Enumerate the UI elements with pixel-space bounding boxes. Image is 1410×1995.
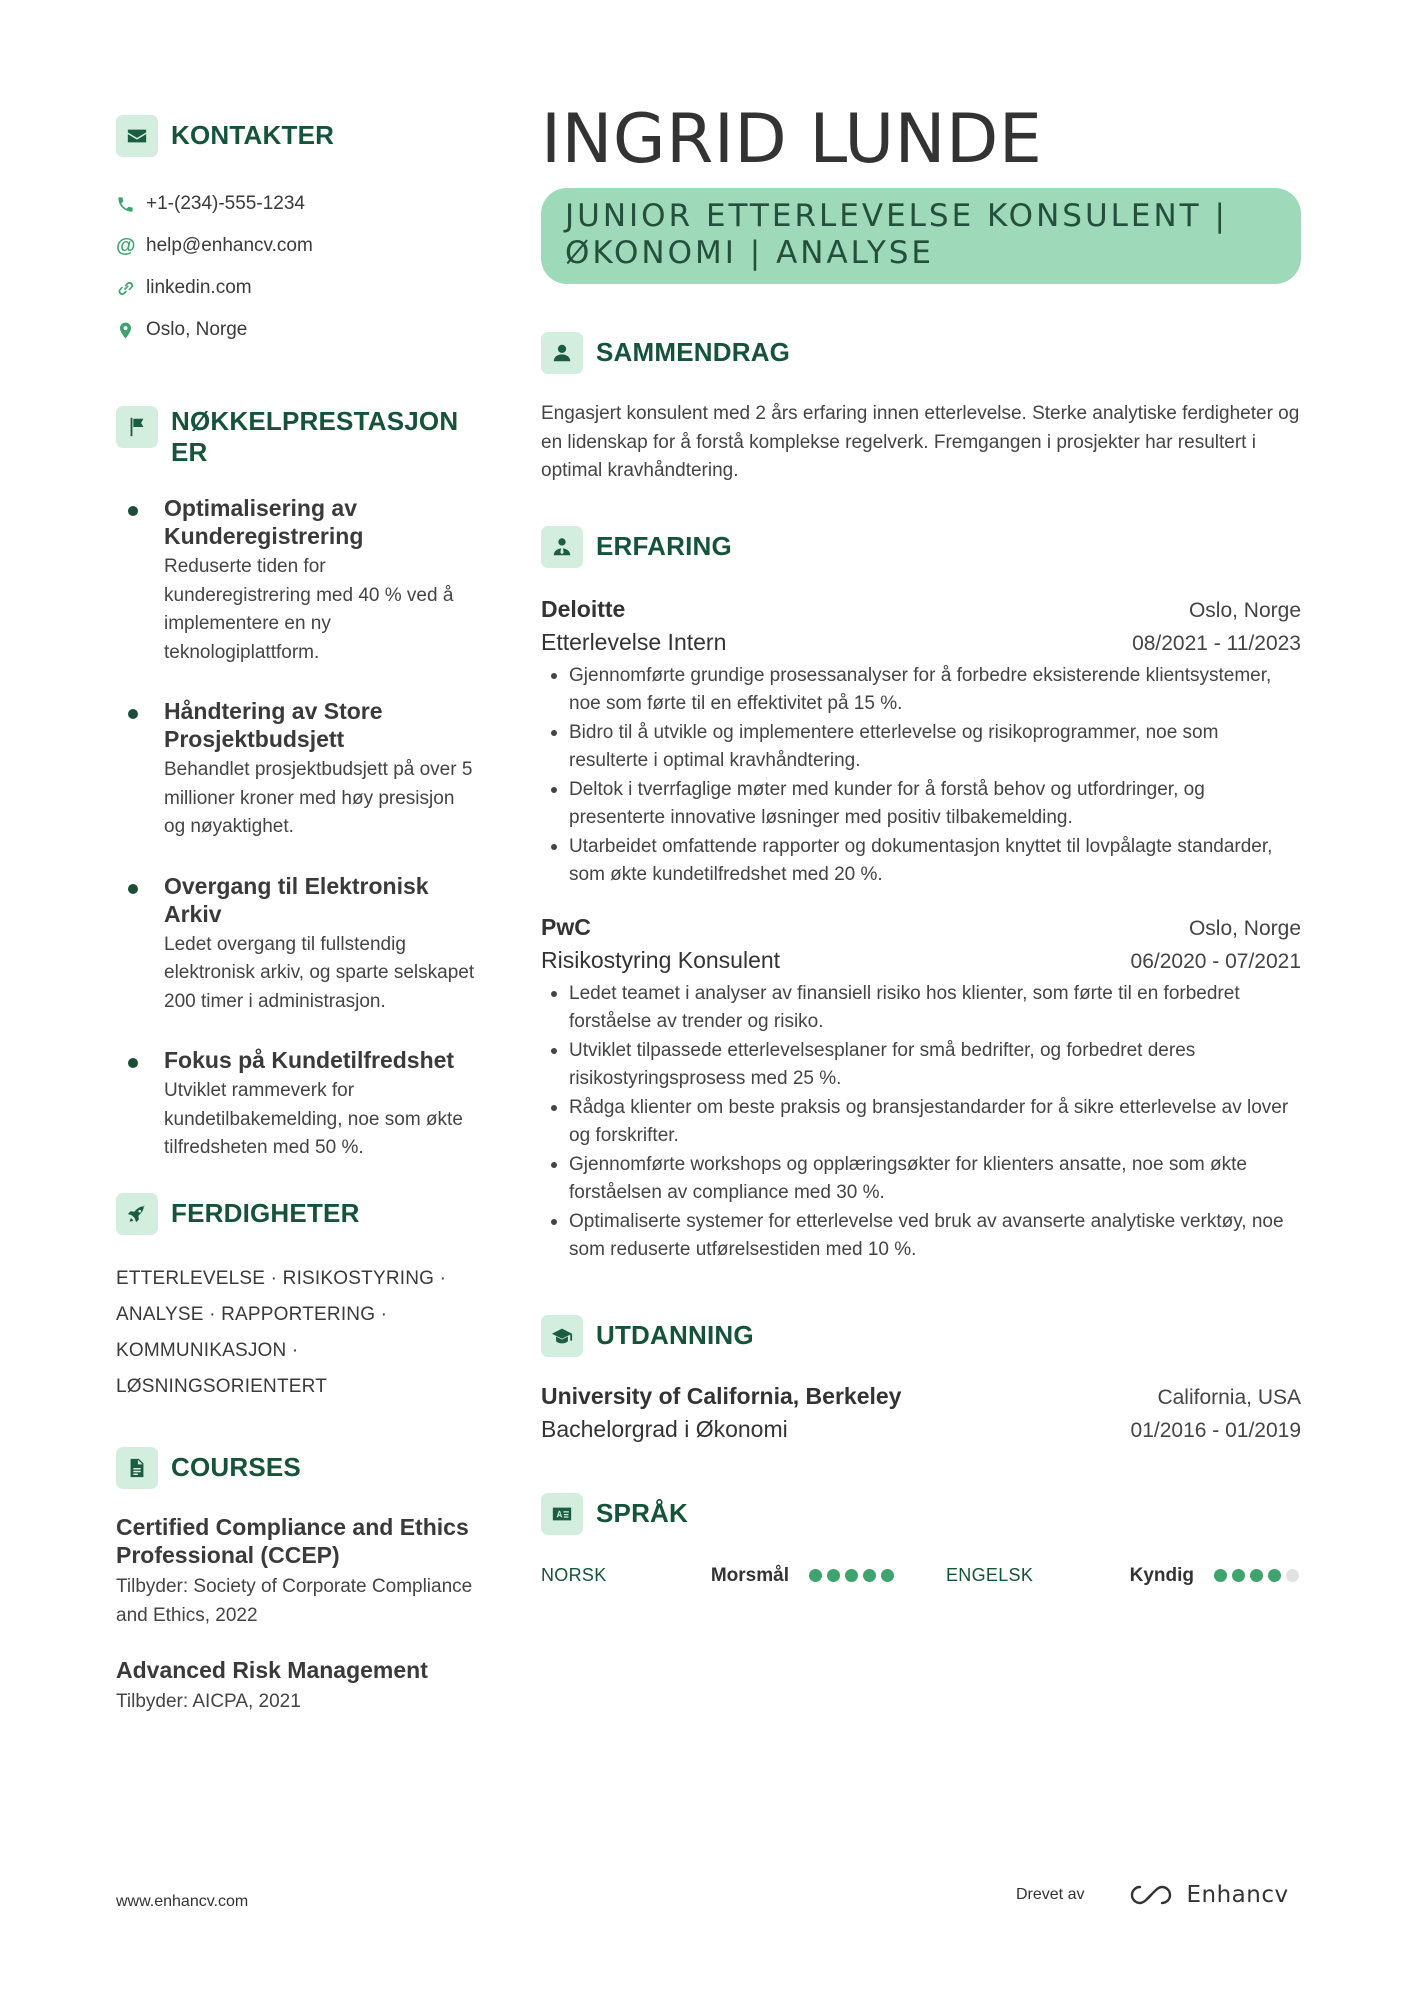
contacts-title: KONTAKTER [171,120,335,150]
degree-name: Bachelorgrad i Økonomi [541,1415,788,1442]
achievement-description: Behandlet prosjektbudsjett på over 5 millioner kroner med høy presisjon og nøyaktighet. [164,759,473,837]
skills-section [116,1193,476,1405]
left-column [116,115,476,1716]
language-item [541,1565,896,1587]
footer-website[interactable]: www.enhancv.com [116,1893,249,1910]
achievement-title: Optimalisering av Kunderegistrering [164,495,364,549]
company-name: Deloitte [541,595,626,622]
rating-dot-empty [1286,1569,1299,1582]
skills-title: FERDIGHETER [171,1197,360,1228]
experience-section [541,526,1301,1265]
brand-name: Enhancv [1186,1882,1289,1908]
rating-dot-filled [1214,1569,1227,1582]
language-level: Kyndig [1129,1564,1194,1586]
rating-dot-filled [1268,1569,1281,1582]
brand-logo[interactable] [1128,1882,1288,1908]
document-icon [116,1447,158,1489]
list-item: Optimaliserte systemer for etterlevelse ved bruk av avanserte analytiske verktøy, noe som reduserte utførelsestiden med 10 %. [541,1208,1301,1265]
rating-dot-filled [845,1569,858,1582]
achievements-section [116,401,476,1163]
job-header-row [541,596,1301,623]
list-item [116,1656,476,1716]
education-title: UTDANNING [596,1319,754,1350]
company-name: PwC [541,913,591,940]
list-item: Gjennomførte grundige prosessanalyser for å forbedre eksisterende klientsystemer, noe som førte til en effektivitet på 15 %. [541,662,1301,719]
school-location: California, USA [1157,1385,1301,1409]
languages-title: SPRÅK [596,1497,689,1528]
education-entry [541,1383,1301,1443]
summary-title: SAMMENDRAG [596,337,791,367]
list-item [116,494,476,667]
achievement-title: Håndtering av Store Prosjektbudsjett [164,698,383,752]
education-degree-row [541,1416,1301,1443]
experience-title: ERFARING [596,530,732,561]
rating-dot-filled [1250,1569,1263,1582]
skills-text: ETTERLEVELSE · RISIKOSTYRING · ANALYSE · RAPPORTERING · KOMMUNIKASJON · LØSNINGSORIENTERT [116,1267,447,1397]
course-provider: Tilbyder: Society of Corporate Compliance and Ethics, 2022 [116,1575,473,1626]
translate-icon [541,1493,583,1535]
contact-email-text[interactable]: help@enhancv.com [146,235,313,256]
enhancv-logo-icon [1128,1883,1174,1907]
contact-phone-text[interactable]: +1-(234)-555-1234 [146,193,305,214]
list-item [116,1046,476,1163]
contact-linkedin-text[interactable]: linkedin.com [146,277,252,298]
summary-section [541,332,1301,486]
rating-dot-filled [863,1569,876,1582]
at-icon: @ [116,234,136,257]
course-title: Advanced Risk Management [116,1656,428,1683]
contact-email [116,225,476,267]
contacts-header [116,115,476,157]
powered-by-label: Drevet av [1016,1886,1085,1903]
job-dates: 08/2021 - 11/2023 [1132,631,1301,655]
course-title: Certified Compliance and Ethics Professional (CCEP) [116,1513,469,1568]
achievement-description: Ledet overgang til fullstendig elektronisk arkiv, og sparte selskapet 200 timer i administrasjon. [164,933,475,1012]
job-entry [541,596,1301,890]
rating-dot-filled [881,1569,894,1582]
courses-title: COURSES [171,1451,301,1482]
achievements-header [116,401,476,468]
summary-text: Engasjert konsulent med 2 års erfaring innen etterlevelse. Sterke analytiske ferdigheter og en lidenskap for å forstå komplekse regelverk. Fremgangen i prosjekter har resultert i optimal kravhåndtering. [541,403,1300,481]
language-rating [809,1569,894,1582]
language-list [541,1565,1301,1587]
languages-section [541,1493,1301,1587]
education-dates: 01/2016 - 01/2019 [1130,1418,1301,1442]
languages-header [541,1493,1301,1535]
language-rating [1214,1569,1299,1582]
list-item: Bidro til å utvikle og implementere etterlevelse og risikoprogrammer, noe som resulterte i optimal kravhåndtering. [541,719,1301,776]
education-header [541,1315,1301,1357]
job-location: Oslo, Norge [1188,598,1301,622]
skills-header [116,1193,476,1235]
graduation-cap-icon [541,1315,583,1357]
candidate-name: INGRID LUNDE [541,100,1043,179]
rocket-icon [116,1193,158,1235]
envelope-icon [116,115,158,157]
list-item [116,1513,476,1630]
briefcase-person-icon [541,526,583,568]
person-icon [541,332,583,374]
list-item [116,697,476,842]
list-item [116,872,476,1017]
job-title: Etterlevelse Intern [541,628,727,655]
achievement-list [116,494,476,1163]
right-column [541,100,1301,1587]
courses-section [116,1447,476,1716]
education-school-row [541,1383,1301,1410]
achievement-title: Fokus på Kundetilfredshet [164,1047,455,1073]
job-bullets [541,980,1301,1265]
phone-icon [116,195,146,214]
job-dates: 06/2020 - 07/2021 [1130,949,1301,973]
footer-branding [1016,1882,1289,1908]
achievements-title: NØKKELPRESTASJON ER [171,406,459,467]
list-item: Deltok i tverrfaglige møter med kunder for å forstå behov og utfordringer, og presenterte innovative løsninger med positiv tilbakemelding. [541,776,1301,833]
contact-list [116,183,476,351]
job-title-row [541,941,1301,974]
list-item: Utviklet tilpassede etterlevelsesplaner for små bedrifter, og forbedret deres risikostyringsprosess med 25 %. [541,1037,1301,1094]
list-item: Ledet teamet i analyser av finansiell risiko hos klienter, som førte til en forbedret forståelse av trender og risiko. [541,980,1301,1037]
job-bullets [541,662,1301,890]
rating-dot-filled [809,1569,822,1582]
location-pin-icon [116,321,146,340]
contact-location [116,309,476,351]
job-header-row [541,914,1301,941]
flag-icon [116,406,158,448]
list-item: Utarbeidet omfattende rapporter og dokumentasjon knyttet til lovpålagte standarder, som økte kundetilfredshet med 20 %. [541,833,1301,890]
contact-phone [116,183,476,225]
courses-header [116,1447,476,1489]
rating-dot-filled [827,1569,840,1582]
job-title-row [541,623,1301,656]
summary-header [541,332,1301,374]
role-title: JUNIOR ETTERLEVELSE KONSULENT | ØKONOMI | ANALYSE [565,198,1228,271]
contact-linkedin [116,267,476,309]
language-item [946,1565,1301,1587]
rating-dot-filled [1232,1569,1245,1582]
job-title: Risikostyring Konsulent [541,946,781,973]
school-name: University of California, Berkeley [541,1382,902,1409]
link-icon [116,279,146,298]
language-level: Morsmål [710,1564,789,1586]
experience-header [541,526,1301,568]
job-location: Oslo, Norge [1188,916,1301,940]
achievement-title: Overgang til Elektronisk Arkiv [164,872,429,927]
contact-location-text: Oslo, Norge [146,319,248,340]
course-provider: Tilbyder: AICPA, 2021 [116,1690,301,1712]
list-item: Gjennomførte workshops og opplæringsøkter for klienters ansatte, noe som økte forståelsen av compliance med 30 %. [541,1151,1301,1208]
achievement-description: Reduserte tiden for kunderegistrering med 40 % ved å implementere en ny teknologiplattform. [164,556,454,663]
education-section [541,1315,1301,1443]
list-item: Rådga klienter om beste praksis og bransjestandarder for å sikre etterlevelse av lover og forskrifter. [541,1094,1301,1151]
language-name: NORSK [541,1565,607,1585]
role-banner [541,188,1301,284]
language-name: ENGELSK [946,1565,1034,1585]
achievement-description: Utviklet rammeverk for kundetilbakemelding, noe som økte tilfredsheten med 50 %. [164,1080,463,1158]
contacts-section [116,115,476,351]
job-entry [541,914,1301,1265]
